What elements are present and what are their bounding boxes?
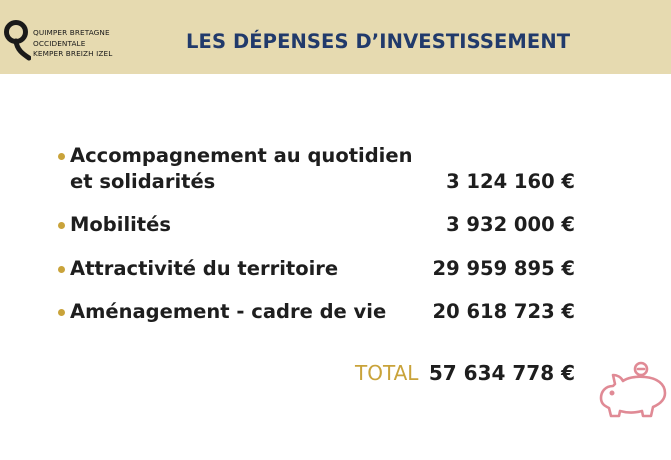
list-item-accompagnement <box>58 143 412 195</box>
page-title: LES DÉPENSES D’INVESTISSEMENT <box>186 30 571 53</box>
organization-name <box>33 28 112 60</box>
item-label-line-1: Accompagnement au quotidien <box>70 144 413 167</box>
item-label: Attractivité du territoire <box>70 257 339 280</box>
total-amount: 57 634 778 € <box>428 361 575 385</box>
bullet-icon <box>58 309 65 316</box>
item-amount-attractivite: 29 959 895 € <box>432 257 575 280</box>
org-line-3: KEMPER BREIZH IZEL <box>33 49 113 58</box>
list-item-mobilites <box>58 212 171 238</box>
list-item-attractivite <box>58 256 338 282</box>
item-label: Mobilités <box>70 213 171 236</box>
bullet-icon <box>58 153 65 160</box>
bullet-icon <box>58 222 65 229</box>
total-label: TOTAL <box>355 361 419 385</box>
org-line-2: OCCIDENTALE <box>33 38 86 48</box>
quimper-logo-icon <box>3 16 31 62</box>
item-label: Aménagement - cadre de vie <box>70 300 387 323</box>
header-banner <box>0 0 671 74</box>
item-label-line-2: et solidarités <box>70 170 216 193</box>
org-line-1: QUIMPER BRETAGNE <box>33 28 110 37</box>
piggy-bank-icon <box>597 360 671 424</box>
bullet-icon <box>58 266 65 273</box>
list-item-amenagement <box>58 299 386 325</box>
item-amount-mobilites: 3 932 000 € <box>446 213 575 236</box>
item-amount-accompagnement: 3 124 160 € <box>446 170 575 193</box>
item-amount-amenagement: 20 618 723 € <box>432 300 575 323</box>
